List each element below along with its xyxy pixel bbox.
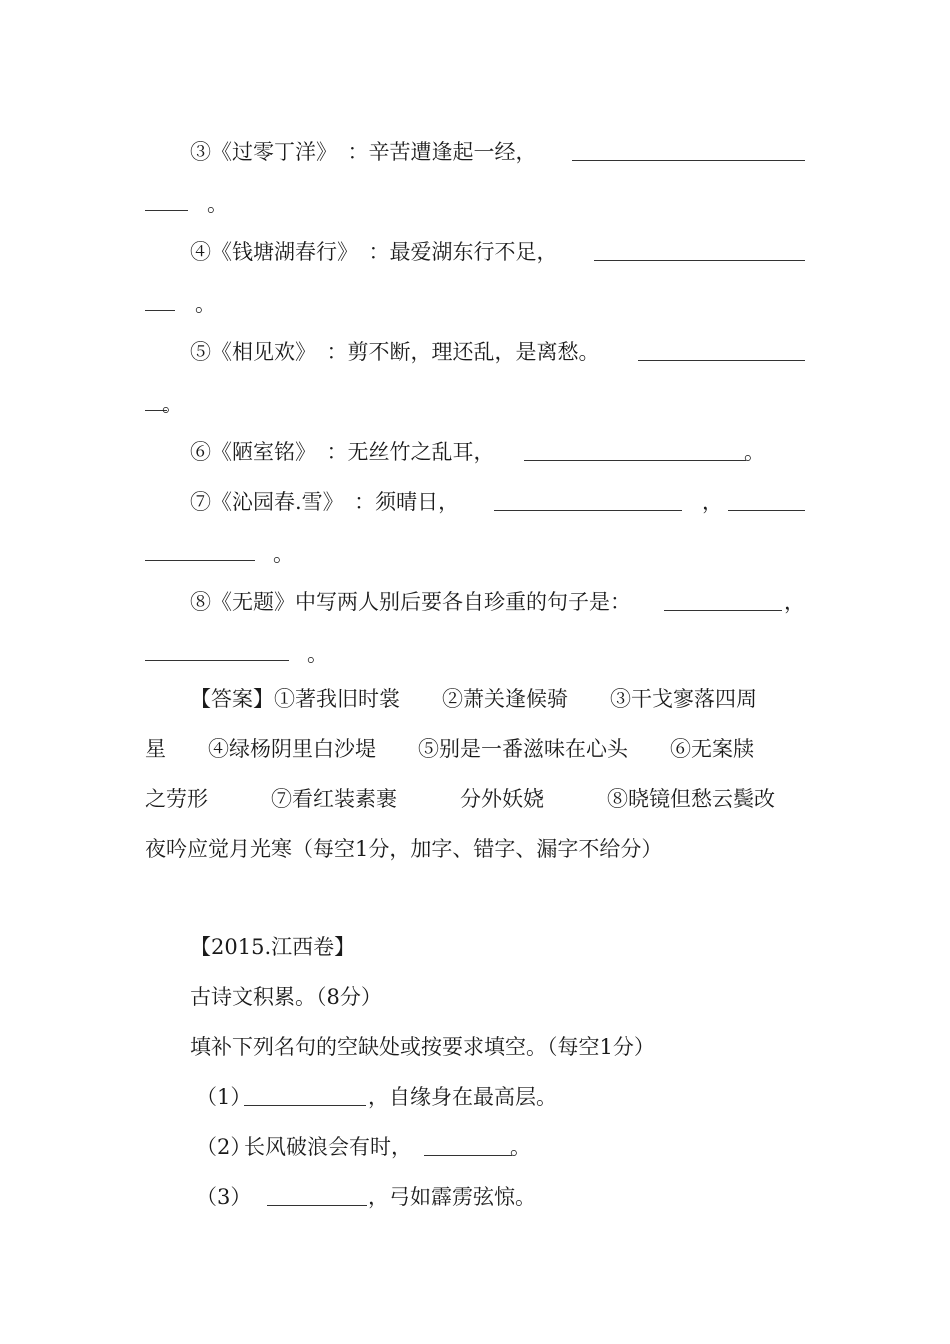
item-5-text: ⑤《相见欢》 ：剪不断，理还乱，是离愁。 <box>190 340 600 364</box>
item-5-end: 。 <box>162 392 183 416</box>
item-7-blank-a[interactable] <box>494 510 682 511</box>
item-7-end: 。 <box>273 542 294 566</box>
answer-line-4: 夜吟应觉月光寒（每空1分，加字、错字、漏字不给分） <box>145 837 663 861</box>
item-7-comma: ， <box>702 490 723 514</box>
item-8-comma: ， <box>784 590 805 614</box>
item-4-end: 。 <box>195 292 216 316</box>
item-4-blank-b[interactable] <box>145 310 175 311</box>
item-7-blank-b[interactable] <box>728 510 805 511</box>
q1-text: ，自缘身在最高层。 <box>368 1085 557 1109</box>
section-heading: 古诗文积累。（8分） <box>190 985 382 1009</box>
item-6-blank[interactable] <box>524 460 746 461</box>
item-6-text: ⑥《陋室铭》 ：无丝竹之乱耳， <box>190 440 495 464</box>
answer-line-3: 之劳形 ⑦看红装素裹 分外妖娆 ⑧晓镜但愁云鬓改 <box>145 787 775 811</box>
item-3-blank-b[interactable] <box>145 210 188 211</box>
item-8-blank-a[interactable] <box>664 610 782 611</box>
answer-line-1: 【答案】①著我旧时裳 ②萧关逢候骑 ③干戈寥落四周 <box>190 687 757 711</box>
q2-blank[interactable] <box>424 1155 512 1156</box>
section-instruction: 填补下列名句的空缺处或按要求填空。（每空1分） <box>190 1035 655 1059</box>
item-8-text: ⑧《无题》中写两人别后要各自珍重的句子是： <box>190 590 631 614</box>
item-4-blank-a[interactable] <box>594 260 805 261</box>
item-3-blank-a[interactable] <box>572 160 805 161</box>
item-8-blank-b[interactable] <box>145 660 289 661</box>
item-4-text: ④《钱塘湖春行》 ：最爱湖东行不足， <box>190 240 558 264</box>
q1-number: （1） <box>196 1085 252 1109</box>
q2-text: 长风破浪会有时， <box>244 1135 412 1159</box>
item-6-end: 。 <box>744 440 765 464</box>
q1-blank[interactable] <box>244 1105 366 1106</box>
q3-blank[interactable] <box>267 1205 367 1206</box>
section-title: 【2015.江西卷】 <box>190 935 356 959</box>
q3-number: （3） <box>196 1185 252 1209</box>
q2-number: （2） <box>196 1135 252 1159</box>
q2-end: 。 <box>510 1135 531 1159</box>
answer-line-2: 星 ④绿杨阴里白沙堤 ⑤别是一番滋味在心头 ⑥无案牍 <box>145 737 754 761</box>
item-7-text: ⑦《沁园春.雪》 ：须晴日， <box>190 490 460 514</box>
item-7-blank-c[interactable] <box>145 560 255 561</box>
item-8-end: 。 <box>307 642 328 666</box>
item-3-text: ③《过零丁洋》 ：辛苦遭逢起一经， <box>190 140 537 164</box>
q3-text: ，弓如霹雳弦惊。 <box>368 1185 536 1209</box>
item-3-end: 。 <box>207 192 228 216</box>
item-5-blank-a[interactable] <box>638 360 805 361</box>
